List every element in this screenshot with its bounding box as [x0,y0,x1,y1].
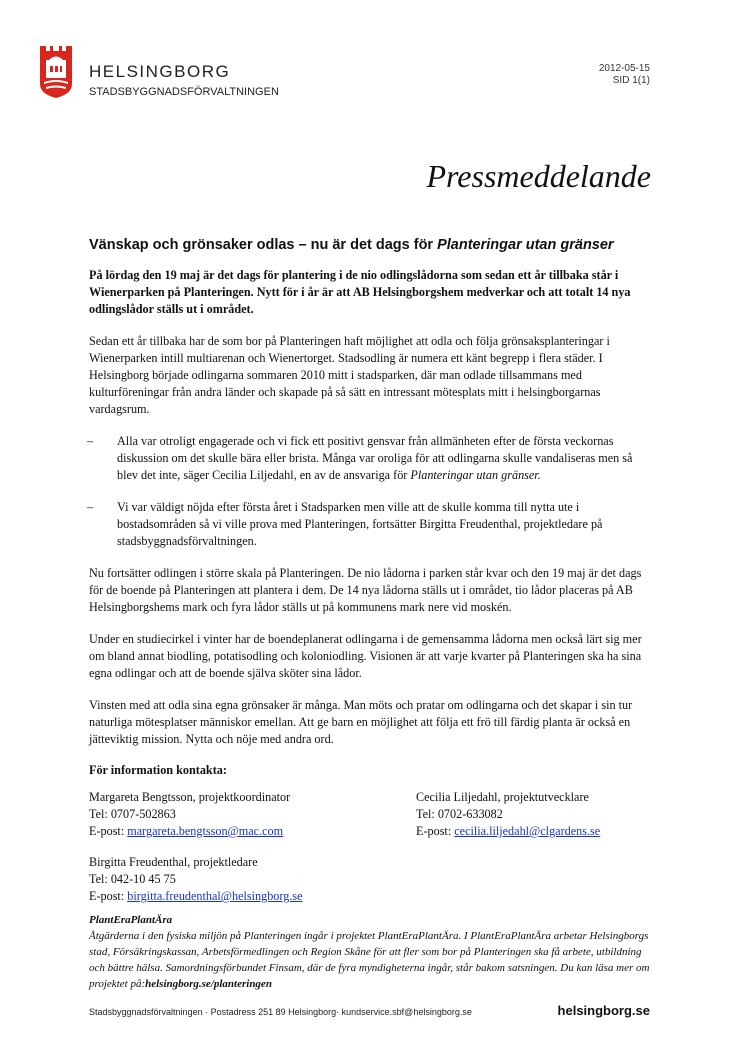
contact-phone: Tel: 0707-502863 [89,807,176,821]
contact-name: Cecilia Liljedahl, projektutvecklare [416,790,589,804]
helsingborg-logo [40,44,72,98]
footer-website[interactable]: helsingborg.se [557,1003,650,1018]
headline: Vänskap och grönsaker odlas – nu är det dags för Planteringar utan gränser [89,237,614,253]
body-paragraph: Nu fortsätter odlingen i större skala på Planteringen. De nio lådorna i parken står kvar och den 19 maj är det dags för de boende på Planteringen att plantera i dem. De 14 nya lådorna ställs ut i området, tio lådor placeras på AB Helsingborgshems mark och fyra lådor ställs ut på kommunens mark nere vid moskén. [89,566,642,614]
footer-address: Stadsbyggnadsförvaltningen · Postadress 251 89 Helsingborg· kundservice.sbf@helsingborg.se [89,1007,472,1017]
contact-heading: För information kontakta: [89,763,227,777]
quote-dash: – [87,500,94,514]
contact-card [89,789,416,840]
contact-email-row: E-post: birgitta.freudenthal@helsingborg.se [89,889,303,903]
quote-paragraph [87,433,652,484]
footnote-heading: PlantEraPlantÄra [89,914,173,926]
quote-text: Alla var otroligt engagerade och vi fick ett positivt gensvar från allmänheten efter de första veckornas diskussion om det skulle bära eller brista. Många var oroliga för att odlingarna skulle vandaliseras men så blev det inte, säger Cecilia Liljedahl, en av de ansvariga för Planteringar utan gränser. [117,434,633,482]
email-link[interactable]: margareta.bengtsson@mac.com [127,824,284,838]
quote-paragraph [87,499,652,550]
project-footnote [89,912,657,992]
lead-paragraph: På lördag den 19 maj är det dags för plantering i de nio odlingslådorna som sedan ett år tillbaka står i Wienerparken på Planteringen. Nytt för i år är att AB Helsingborgshem medverkar och att totalt 14 nya odlingslådor ställs ut i området. [89,268,631,316]
email-link[interactable]: cecilia.liljedahl@clgardens.se [454,824,601,838]
body-paragraph: Sedan ett år tillbaka har de som bor på Planteringen haft möjlighet att odla och följa grönsaksplanteringar i Wienerparken intill multiarenan och Wienertorget. Stadsodling är numera ett känt begrepp i flera städer. I Helsingborg började odlingarna sommaren 2010 mitt i stadsparken, där man odlade tillsammans med kulturföreningar från andra länder och skapade på så sätt en intressant mötesplats mitt i helsingborgarnas vardagsrum. [89,334,610,416]
contact-card [416,789,652,840]
contact-email-row: E-post: cecilia.liljedahl@clgardens.se [416,824,601,838]
document-type: Pressmeddelande [426,158,651,194]
contact-card [89,854,416,905]
brand-name: HELSINGBORG [89,62,231,81]
body-paragraph: Vinsten med att odla sina egna grönsaker är många. Man möts och pratar om odlingarna och det skapar i sin tur naturliga mötesplatser människor emellan. Att ge barn en möjlighet att följa ett frö till färdig planta är också en jätteviktig mission. Nytta och nöje med andra ord. [89,698,633,746]
contact-email-row: E-post: margareta.bengtsson@mac.com [89,824,284,838]
quote-text: Vi var väldigt nöjda efter första året i Stadsparken men ville att de skulle komma till nytta ute i bostadsområden så vi ville prova med Planteringen, fortsätter Birgitta Freudenthal, projektledare på stadsbyggnadsförvaltningen. [117,500,603,548]
contact-name: Margareta Bengtsson, projektkoordinator [89,790,291,804]
department-name: STADSBYGGNADSFÖRVALTNINGEN [89,86,279,98]
footnote-link[interactable]: helsingborg.se/planteringen [145,978,272,990]
document-meta [599,63,650,87]
document-date: 2012-05-15 [598,63,650,74]
contact-phone: Tel: 042-10 45 75 [89,872,176,886]
contact-list [89,789,652,905]
footnote-text: Åtgärderna i den fysiska miljön på Planteringen ingår i projektet PlantEraPlantÄra. I PlantEraPlantÄra arbetar Helsingborgs stad, Försäkringskassan, Arbetsförmedlingen och Region Skåne för att fler som bor på Planteringen ska få arbete, utbildning och bättre hälsa. Samordningsförbundet Finsam, där de fyra myndigheterna ingår, står bakom satsningen. Du kan läsa mer om projektet på: [89,930,650,990]
body-paragraph: Under en studiecirkel i vinter har de boendeplanerat odlingarna i de gemensamma lådorna men också lärt sig mer om bland annat biodling, potatisodling och koloniodling. Visionen är att varje kvarter på Planteringen ska ha sina egna odlingar och att de boende själva sköter sina lådor. [89,632,642,680]
page-number: SID 1(1) [612,75,650,86]
quote-dash: – [87,434,94,448]
contact-phone: Tel: 0702-633082 [416,807,503,821]
press-release-body [89,237,652,905]
contact-name: Birgitta Freudenthal, projektledare [89,855,258,869]
email-link[interactable]: birgitta.freudenthal@helsingborg.se [127,889,303,903]
